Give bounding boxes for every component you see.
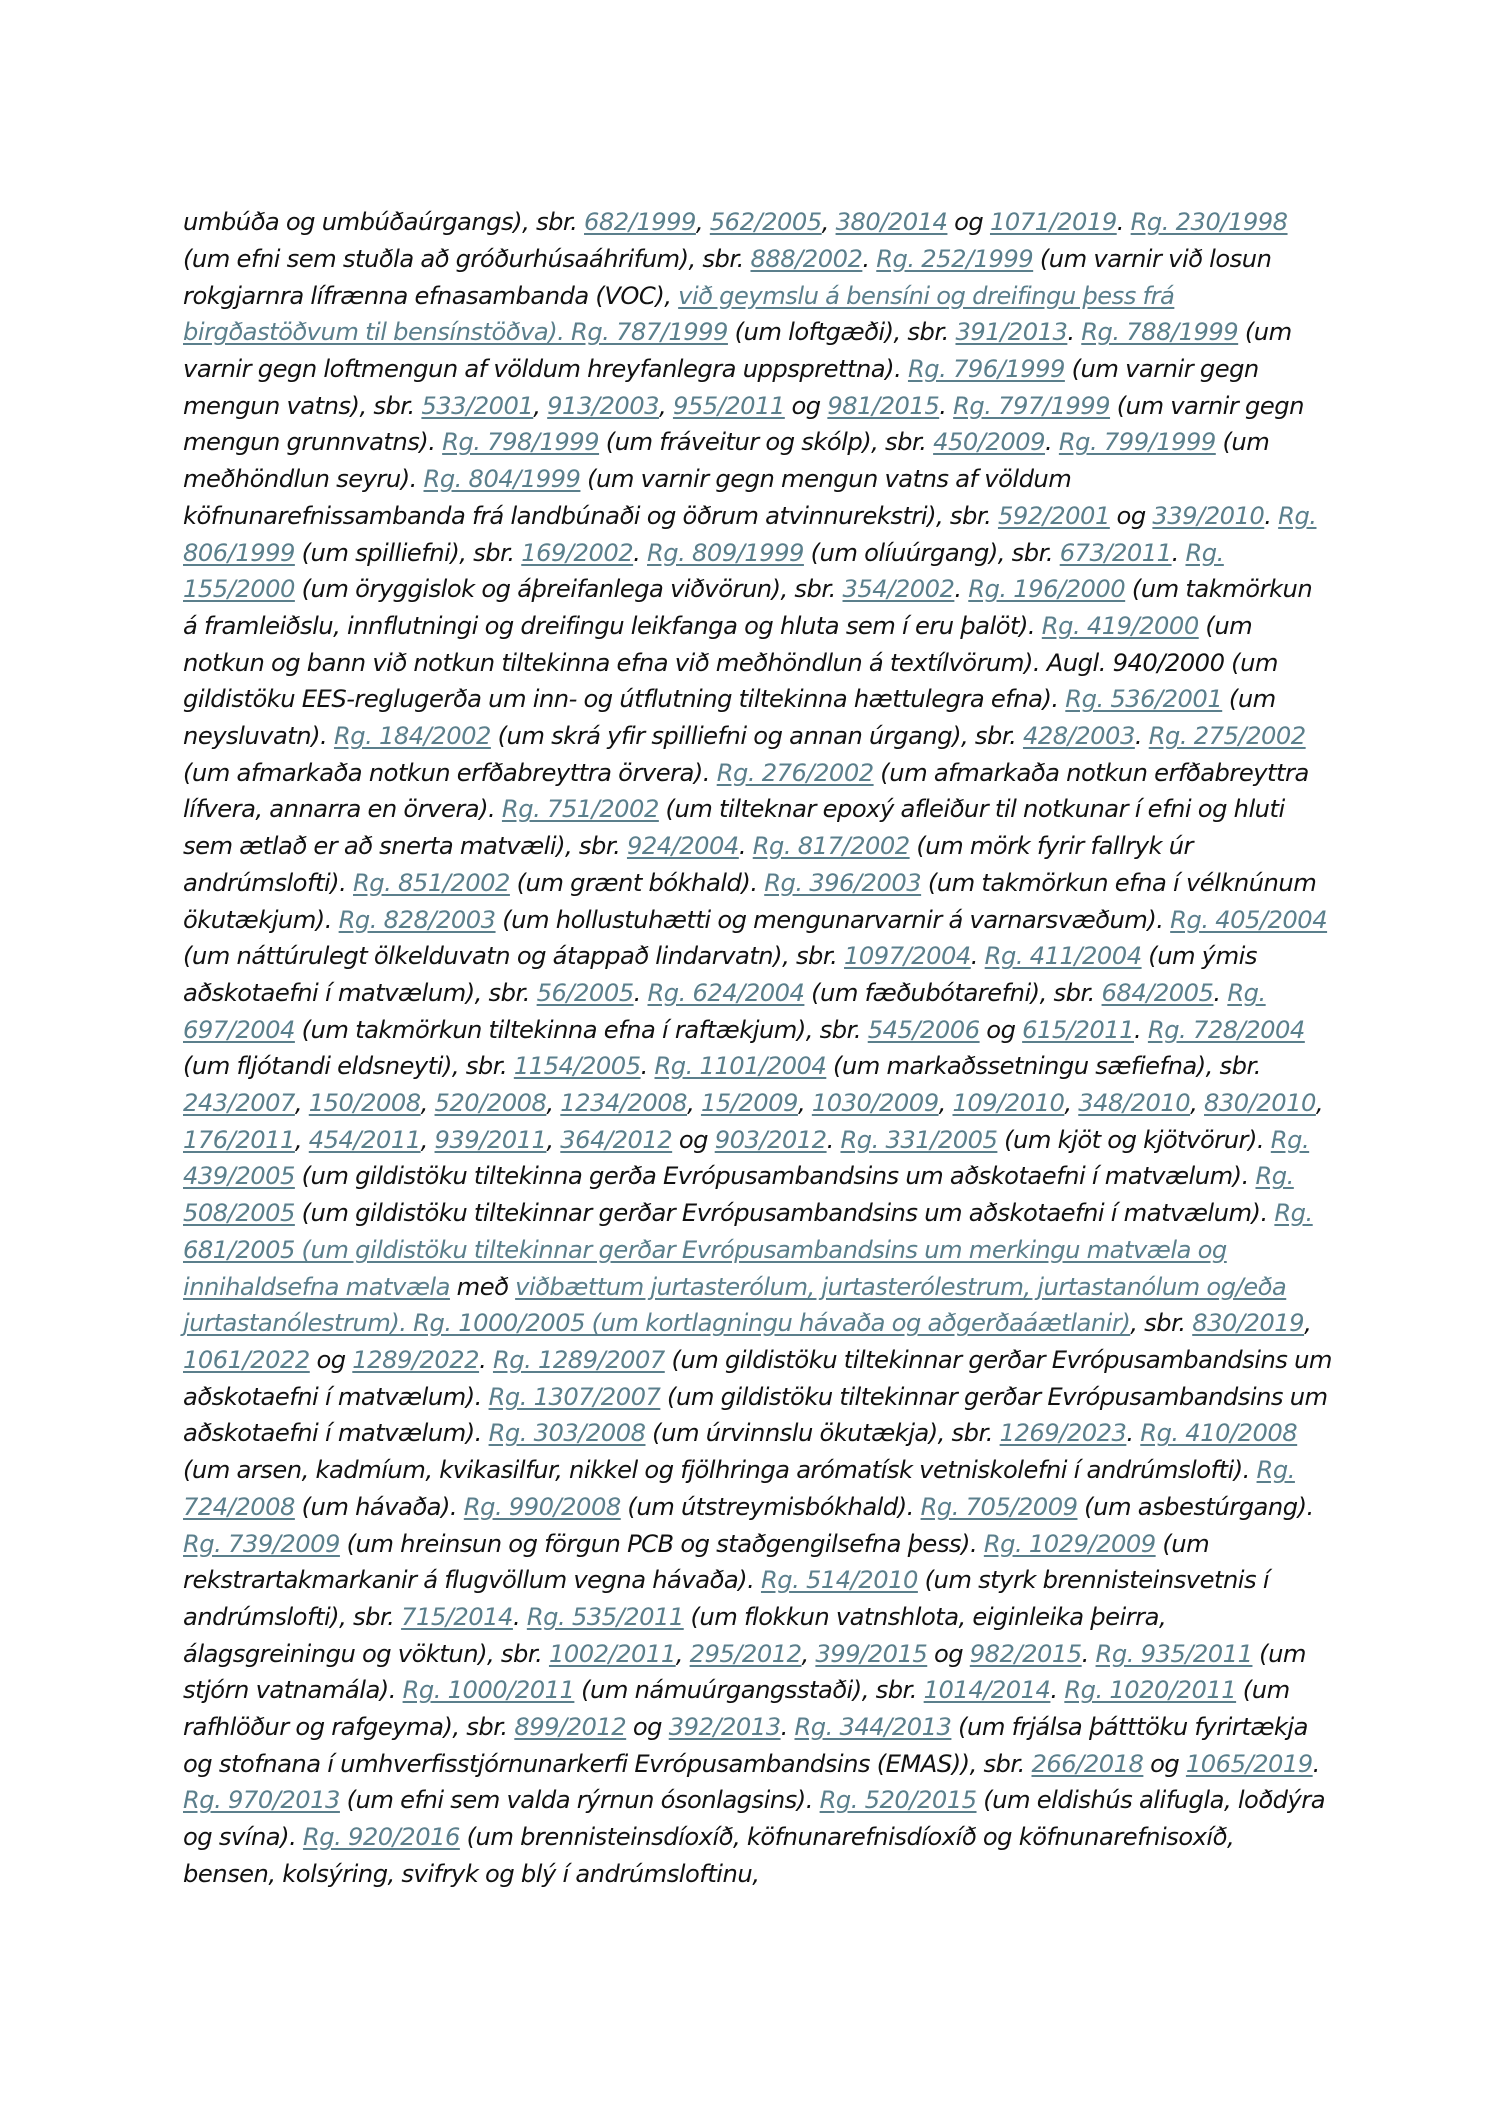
regulation-link[interactable]: Rg. 508/2005 [183,1162,1294,1228]
body-text-run: með [449,1272,516,1301]
regulation-link[interactable]: Rg. 796/1999 [907,355,1065,383]
regulation-link[interactable]: 1154/2005 [513,1052,641,1081]
regulation-link[interactable]: 982/2015 [969,1639,1082,1668]
body-text-run: umbúða og umbúðaúrgangs), sbr. [183,208,585,237]
regulation-link[interactable]: Rg. 1101/2004 [654,1052,827,1081]
body-text-run: (um úrvinnslu ökutækja), sbr. [645,1419,1000,1448]
body-text-run: . [1044,428,1059,457]
regulation-link[interactable]: Rg. 230/1998 [1130,208,1288,237]
regulation-link[interactable]: 243/2007 [183,1089,295,1118]
regulation-link[interactable]: 1065/2019 [1185,1749,1313,1778]
body-text-run: og [979,1015,1023,1044]
regulation-link[interactable]: Rg. 1020/2011 [1064,1676,1237,1705]
regulation-link[interactable]: við geymslu á bensíni og dreifingu þess frá birgðastöðvum til bensínstöðva). Rg. 787/1999 [183,281,1175,347]
body-text-run: (um fæðubótarefni), sbr. [804,978,1102,1007]
body-text-run: og [927,1639,970,1668]
body-text-run: , [546,1089,561,1118]
regulation-link[interactable]: 454/2011 [308,1125,421,1154]
regulation-link[interactable]: 392/2013 [668,1713,781,1742]
body-text-run: (um varnir við losun rokgjarnra lífrænna efnasambanda (VOC), [183,244,1272,310]
body-text-run: . [1134,722,1149,751]
regulation-link[interactable]: 1234/2008 [560,1089,688,1118]
regulation-link[interactable]: 939/2011 [434,1125,547,1154]
regulation-link[interactable]: Rg. 514/2010 [760,1566,918,1595]
body-text-run: , [695,208,710,237]
regulation-link[interactable]: Rg. 828/2003 [338,905,496,934]
body-text-run: . [479,1345,493,1374]
regulation-link[interactable]: 592/2001 [997,501,1110,530]
body-text-run: . [970,942,985,971]
body-text-run: (um grænt bókhald). [509,868,765,897]
body-text-run: (um fráveitur og skólp), sbr. [599,428,934,457]
regulation-link[interactable]: Rg. 798/1999 [442,428,600,457]
regulation-link[interactable]: 150/2008 [308,1089,421,1118]
regulation-link[interactable]: Rg. 804/1999 [423,465,581,494]
body-text-run: , [821,208,836,237]
body-text-run: (um varnir gegn mengun grunnvatns). [183,391,1304,457]
regulation-link[interactable]: Rg. 275/2002 [1148,722,1306,751]
body-text-run: , [1190,1089,1205,1118]
body-text-run: og [672,1125,715,1154]
regulation-link[interactable]: viðbættum jurtasterólum, jurtasterólestrum, jurtastanólum og/eða jurtastanólestrum). Rg. 1000/2005 (um kortlagningu hávaða og aðgerðaáætlanir) [183,1272,1287,1338]
body-text-run: og [947,208,990,237]
regulation-link[interactable]: Rg. 724/2008 [183,1456,1295,1521]
body-text-run: , [1064,1089,1079,1118]
body-text-run: . [1050,1676,1065,1705]
body-text-run: . [1116,208,1131,237]
regulation-link[interactable]: 380/2014 [835,208,948,237]
regulation-link[interactable]: 348/2010 [1078,1089,1191,1118]
body-text-run: . [1134,1015,1148,1044]
regulation-link[interactable]: Rg. 990/2008 [463,1492,621,1521]
regulation-link[interactable]: 266/2018 [1031,1749,1144,1778]
body-text-run: . [939,391,954,420]
regulation-link[interactable]: Rg. 536/2001 [1065,685,1223,714]
body-text-run: (um neysluvatn). [183,685,1276,751]
regulation-link[interactable]: 615/2011 [1022,1015,1134,1044]
regulation-link[interactable]: Rg. 809/1999 [647,538,804,567]
body-text-run: (um öryggislok og áþreifanlega viðvörun), sbr. [294,575,843,604]
body-text-run: (um efni sem stuðla að gróðurhúsaáhrifum), sbr. [183,244,751,273]
regulation-link[interactable]: Rg. 705/2009 [920,1492,1078,1521]
regulation-link[interactable]: Rg. 728/2004 [1147,1015,1305,1044]
regulation-link[interactable]: Rg. 788/1999 [1081,318,1239,347]
body-text-run: . [512,1602,527,1631]
body-text-run: (um skrá yfir spilliefni og annan úrgang), sbr. [490,722,1023,751]
regulation-link[interactable]: Rg. 697/2004 [183,978,1266,1044]
body-text-run: . [640,1052,655,1081]
regulation-link[interactable]: 176/2011 [183,1125,295,1154]
regulation-link[interactable]: Rg. 1289/2007 [492,1345,665,1374]
body-text-run: . [1264,501,1279,530]
regulation-link[interactable]: 450/2009 [933,428,1045,457]
regulation-link[interactable]: 15/2009 [700,1089,798,1118]
body-text-run: , [1315,1089,1324,1118]
regulation-link[interactable]: Rg. 331/2005 [840,1125,998,1154]
body-text-run: . [862,244,877,273]
body-text-run: (um fljótandi eldsneyti), sbr. [183,1052,514,1081]
regulation-link[interactable]: Rg. 751/2002 [501,795,659,824]
regulation-link[interactable]: 1289/2022 [352,1345,480,1374]
body-text-run: (um mörk fyrir fallryk úr andrúmslofti). [183,832,1193,897]
regulation-link[interactable]: Rg. 405/2004 [1170,905,1328,934]
regulation-link[interactable]: Rg. 806/1999 [183,501,1317,567]
body-text-run: (um tilteknar epoxý afleiður til notkunar í efni og hluti sem ætlað er að snerta matvæli), sbr. [183,795,1285,861]
body-text-run: (um útstreymisbókhald). [620,1492,921,1521]
regulation-link[interactable]: Rg. 184/2002 [333,722,491,751]
body-text-run: . [633,978,648,1007]
body-text-run: og [1143,1749,1186,1778]
regulation-link[interactable]: Rg. 797/1999 [953,391,1111,420]
body-text-run: (um arsen, kadmíum, kvikasilfur, nikkel og fjölhringa arómatísk vetniskolefni í andrúmslofti). [183,1456,1257,1485]
body-text-run: , [420,1089,435,1118]
regulation-link[interactable]: 924/2004 [626,832,739,861]
regulation-link[interactable]: 682/1999 [584,208,696,237]
regulation-link[interactable]: 913/2003 [547,391,660,420]
body-text-run: (um takmörkun tiltekinna efna í raftækjum), sbr. [294,1015,868,1044]
body-text-run: . [826,1125,841,1154]
body-text-run: (um markaðssetningu sæfiefna), sbr. [826,1052,1261,1081]
body-text-run: (um brennisteinsdíoxíð, köfnunarefnisdíoxíð og köfnunarefnisoxíð, bensen, kolsýring, svifryk og blý í andrúmsloftinu, [183,1823,1235,1888]
regulation-link[interactable]: Rg. 920/2016 [302,1823,460,1852]
body-text-run: (um takmörkun efna í vélknúnum ökutækjum). [183,868,1317,934]
body-text-run: . [633,538,647,567]
body-text-run: , [420,1125,435,1154]
body-text-run: (um stjórn vatnamála). [183,1639,1306,1705]
regulation-link[interactable]: 533/2001 [421,391,534,420]
body-text-run: (um asbestúrgang). [1077,1492,1314,1521]
regulation-link[interactable]: 981/2015 [827,391,940,420]
regulation-link[interactable]: 169/2002 [521,538,634,567]
body-text-run: (um hávaða). [294,1492,464,1521]
body-text-run: (um takmörkun á framleiðslu, innflutningi og dreifingu leikfanga og hluta sem í eru þalöt). [183,575,1313,640]
regulation-link[interactable]: 1071/2019 [989,208,1117,237]
regulation-link[interactable]: Rg. 252/1999 [876,244,1034,273]
body-text-run: . [954,575,969,604]
body-text-run: , sbr. [1130,1309,1193,1338]
regulation-link[interactable]: 562/2005 [709,208,822,237]
body-text-run: . [1081,1639,1096,1668]
regulation-link[interactable]: Rg. 624/2004 [647,978,805,1007]
regulation-link[interactable]: Rg. 155/2000 [183,538,1224,604]
regulation-link[interactable]: Rg. 276/2002 [716,758,874,787]
regulation-link[interactable]: 684/2005 [1101,978,1214,1007]
body-text-run: og [309,1345,353,1374]
body-text-run: , [938,1089,953,1118]
body-text-run: (um styrk brennisteinsvetnis í andrúmslofti), sbr. [183,1566,1270,1631]
regulation-link[interactable]: Rg. 851/2002 [353,868,510,897]
body-text-run: (um flokkun vatnshlota, eiginleika þeirra, álagsgreiningu og vöktun), sbr. [183,1602,1167,1668]
regulation-link[interactable]: 903/2012 [714,1125,827,1154]
body-text-run: (um varnir gegn mengun vatns af völdum köfnunarefnissambanda frá landbúnaði og öðrum atvinnurekstri), sbr. [183,465,1072,530]
regulation-link[interactable]: Rg. 1000/2011 [402,1676,575,1705]
body-text-run: og [626,1713,669,1742]
regulation-list-paragraph [183,204,1333,1892]
regulation-link[interactable]: 391/2013 [955,318,1068,347]
body-text-run: . [738,832,753,861]
regulation-link[interactable]: 899/2012 [514,1713,627,1742]
body-text-run: , [659,391,673,420]
regulation-link[interactable]: Rg. 419/2000 [1041,611,1199,640]
regulation-link[interactable]: 109/2010 [952,1089,1065,1118]
body-text-run: (um efni sem valda rýrnun ósonlagsins). [339,1786,820,1815]
body-text-run: , [294,1089,309,1118]
regulation-link[interactable]: Rg. 410/2008 [1140,1419,1298,1448]
regulation-link[interactable]: 1097/2004 [844,942,971,971]
regulation-link[interactable]: 295/2012 [689,1639,802,1668]
body-text-run: , [1304,1309,1312,1338]
body-text-run: (um hollustuhætti og mengunarvarnir á varnarsvæðum). [495,905,1171,934]
body-text-run: (um olíuúrgang), sbr. [803,538,1060,567]
regulation-link[interactable]: Rg. 799/1999 [1058,428,1216,457]
body-text-run: (um loftgæði), sbr. [727,318,956,347]
regulation-link[interactable]: Rg. 935/2011 [1095,1639,1253,1668]
body-text-run: . [1213,978,1228,1007]
body-text-run: , [533,391,548,420]
body-text-run: (um hreinsun og förgun PCB og staðgengilsefna þess). [339,1529,984,1558]
regulation-link[interactable]: 545/2006 [867,1015,980,1044]
regulation-link[interactable]: Rg. 970/2013 [183,1786,340,1815]
regulation-link[interactable]: 428/2003 [1022,722,1135,751]
regulation-link[interactable]: 1002/2011 [548,1639,676,1668]
regulation-link[interactable]: 1030/2009 [811,1089,939,1118]
regulation-link[interactable]: Rg. 739/2009 [183,1529,340,1558]
body-text-run: . [1171,538,1186,567]
body-text-run: . [1126,1419,1141,1448]
regulation-link[interactable]: 673/2011 [1059,538,1172,567]
body-text-run: (um rekstrartakmarkanir á flugvöllum vegna hávaða). [183,1529,1210,1595]
regulation-link[interactable]: 339/2010 [1152,501,1265,530]
body-text-run: (um náttúrulegt ölkelduvatn og átappað lindarvatn), sbr. [183,942,845,971]
regulation-link[interactable]: Rg. 817/2002 [752,832,910,861]
body-text-run: . [1312,1749,1320,1778]
body-text-run: (um spilliefni), sbr. [294,538,522,567]
body-text-run: (um frjálsa þátttöku fyrirtækja og stofnana í umhverfisstjórnunarkerfi Evrópusambandsins (EMAS)), sbr. [183,1713,1308,1778]
regulation-link[interactable]: 1014/2014 [923,1676,1051,1705]
regulation-link[interactable]: 830/2019 [1192,1309,1305,1338]
body-text-run: , [675,1639,690,1668]
body-text-run: (um gildistöku tiltekinnar gerðar Evrópusambandsins um aðskotaefni í matvælum). [183,1345,1332,1411]
regulation-link[interactable]: Rg. 1307/2007 [488,1382,661,1411]
body-text-run: (um varnir gegn mengun vatns), sbr. [183,355,1259,420]
body-text-run: (um gildistöku tiltekinnar gerðar Evrópusambandsins um aðskotaefni í matvælum). [294,1199,1275,1228]
regulation-link[interactable]: Rg. 411/2004 [984,942,1142,971]
body-text-run: , [801,1639,816,1668]
body-text-run: , [294,1125,309,1154]
regulation-link[interactable]: Rg. 344/2013 [794,1713,952,1742]
regulation-link[interactable]: Rg. 439/2005 [183,1125,1310,1191]
regulation-link[interactable]: 830/2010 [1204,1089,1316,1118]
body-text-run: . [1067,318,1082,347]
regulation-link[interactable]: Rg. 681/2005 (um gildistöku tiltekinnar gerðar Evrópusambandsins um merkingu matvæla og innihaldsefna matvæla [183,1199,1313,1301]
regulation-link[interactable]: 888/2002 [750,244,863,273]
regulation-link[interactable]: 715/2014 [401,1602,513,1631]
body-text-run: (um gildistöku tiltekinnar gerðar Evrópusambandsins um aðskotaefni í matvælum). [183,1382,1328,1448]
body-text-run: (um gildistöku tiltekinna gerða Evrópusambandsins um aðskotaefni í matvælum). [294,1162,1256,1191]
body-text-run: (um námuúrgangsstaði), sbr. [574,1676,924,1705]
body-text-run: og [784,391,828,420]
regulation-link[interactable]: Rg. 196/2000 [968,575,1126,604]
body-text-run: (um ýmis aðskotaefni í matvælum), sbr. [183,942,1257,1007]
body-text-run: (um afmarkaða notkun erfðabreyttra lífvera, annarra en örvera). [183,758,1309,824]
body-text-run: (um kjöt og kjötvörur). [997,1125,1271,1154]
regulation-link[interactable]: Rg. 1029/2009 [983,1529,1156,1558]
body-text-run: , [687,1089,701,1118]
body-text-run: og [1109,501,1153,530]
regulation-link[interactable]: Rg. 520/2015 [819,1786,977,1815]
body-text-run: (um eldishús alifugla, loðdýra og svína). [183,1786,1326,1852]
body-text-run: , [546,1125,561,1154]
body-text-run: , [797,1089,812,1118]
regulation-link[interactable]: 364/2012 [560,1125,673,1154]
regulation-link[interactable]: Rg. 303/2008 [488,1419,646,1448]
body-text-run: (um notkun og bann við notkun tiltekinna efna við meðhöndlun á textílvörum). Augl. 940/2000 (um gildistöku EES-reglugerða um inn- og útflutning tiltekinna hættulegra efna). [183,611,1278,714]
body-text-run: (um meðhöndlun seyru). [183,428,1270,494]
body-text-run: (um varnir gegn loftmengun af völdum hreyfanlegra uppsprettna). [183,318,1292,383]
regulation-link[interactable]: 399/2015 [815,1639,928,1668]
regulation-link[interactable]: 955/2011 [672,391,785,420]
regulation-link[interactable]: 1061/2022 [183,1345,310,1374]
regulation-link[interactable]: 520/2008 [434,1089,547,1118]
regulation-link[interactable]: Rg. 535/2011 [526,1602,684,1631]
regulation-link[interactable]: 56/2005 [536,978,634,1007]
regulation-link[interactable]: 354/2002 [842,575,955,604]
body-text-run: (um afmarkaða notkun erfðabreyttra örvera). [183,758,717,787]
regulation-link[interactable]: 1269/2023 [999,1419,1127,1448]
body-text-run: . [780,1713,795,1742]
body-text-run: (um rafhlöður og rafgeyma), sbr. [183,1676,1290,1742]
regulation-link[interactable]: Rg. 396/2003 [764,868,922,897]
